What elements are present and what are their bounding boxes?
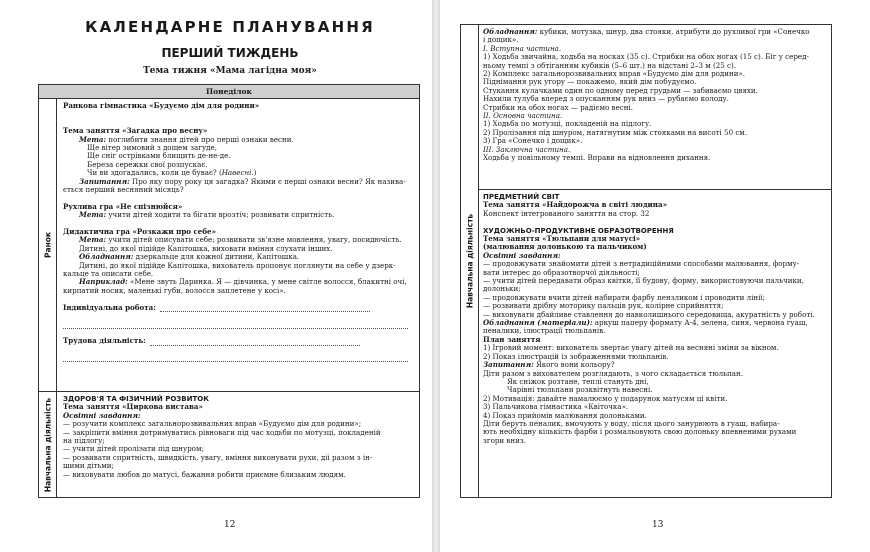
section-heading: ЗДОРОВ'Я ТА ФІЗИЧНИЙ РОЗВИТОК <box>63 395 209 403</box>
game-title: Рухлива гра «Не спізнюйся» <box>63 201 183 211</box>
section-nd-cell <box>461 25 479 497</box>
plan-line: 2) Показ ілюстрацій із зображеннями тюльпанів. <box>483 351 669 361</box>
step-line: 2) Проліэання під шнуром, натягнутим між стояками на висоті 50 см. <box>483 127 748 137</box>
equipment: Обладнання: дзеркальце для кожної дитини, Капітошка. <box>79 252 300 262</box>
step-line: Нахили тулуба вперед з опусканням рук вниз — рубаємо колоду. <box>483 94 729 104</box>
lessons-content <box>483 193 829 445</box>
part-heading: ІІІ. Заключна частина. <box>483 144 571 154</box>
poem-line: Чи ви здогадались, коли це буває? (Навесні.) <box>87 168 257 178</box>
poem-line: Береза сережки свої розпускає. <box>87 159 208 169</box>
lesson-goal: Мета: поглибити знання дітей про перші ознаки весни. <box>79 134 294 144</box>
row-divider <box>39 391 419 392</box>
part-heading: ІІ. Основна частина. <box>483 111 563 121</box>
section-ranok-label: Ранок <box>43 231 52 258</box>
task-line: — продовжувати вчити дітей набирати фарбу пензликом і проводити лінії; <box>483 292 766 302</box>
task-line: — учити дітей передавати образ квітки, її будову, форму, використовуючи пальчики, <box>483 276 804 286</box>
section-ranok-cell <box>39 98 57 391</box>
fill-in-line <box>150 339 360 346</box>
game-goal: Мета: учити дітей ходити та бігати врозтіч; розвивати спритність. <box>79 210 335 220</box>
task-line: шими дітьми; <box>63 461 114 471</box>
questions: Запитання: Про яку пору року ця загадка? Якими є перші ознаки весни? Як назива- <box>79 176 406 186</box>
task-line: — розвивати дрібну моторику пальців рук, колірне сприйняття; <box>483 301 724 311</box>
step-line: Стрибки на обох ногах — радіємо весні. <box>483 102 633 112</box>
part-heading: І. Вступна частина. <box>483 43 562 53</box>
book-spine <box>432 0 440 552</box>
tasks-label: Освітні завдання: <box>63 410 141 420</box>
poem-line: Ще вітер зимовий з дощем загуде, <box>87 143 217 152</box>
page-number: 13 <box>652 520 664 530</box>
day-header: Понеділок <box>39 85 419 99</box>
didactic-goal-cont: Дитині, до якої підійде Капітошка, виховати вміння слухати інших. <box>79 243 333 253</box>
task-line: вати інтерес до образотворчої діяльності; <box>483 267 640 277</box>
task-line: — продовжувати знайомити дітей з нетрадиційними способами малювання, форму- <box>483 259 800 269</box>
didactic-title: Дидактична гра «Розкажи про себе» <box>63 227 217 237</box>
task-line: — виховувати любов до матусі, бажання робити приємне близьким людям. <box>63 469 346 479</box>
section-nd-cell <box>39 392 57 497</box>
lesson-title: Тема заняття «Циркова вистава» <box>63 402 203 412</box>
gymnastics-title: Ранкова гімнастика «Будуємо дім для родини» <box>63 101 260 110</box>
step-line: 1) Ходьба по мотузці, покладеній на підлогу. <box>483 119 652 129</box>
main-title: КАЛЕНДАРНЕ ПЛАНУВАННЯ <box>85 18 375 36</box>
didactic-goal: Мета: учити дітей описувати себе; розвивати зв'язне мовлення, увагу, посидючість. <box>79 235 402 245</box>
lesson-title: Тема заняття «Найдорожча в світі людина» <box>483 200 668 210</box>
plan-line: 4) Показ прийомів малювання долоньками. <box>483 410 647 420</box>
poem-line: Чарівні тюльпани розквітнуть навесні. <box>507 385 653 395</box>
step-line: Стукання кулачками один по одному перед грудьми — забиваємо цвяхи. <box>483 85 758 95</box>
left-page <box>0 0 432 552</box>
materials-cont: пеналики, ілюстрації тюльпанів. <box>483 326 606 336</box>
schedule-table-left <box>38 84 420 498</box>
section-heading: ХУДОЖНЬО-ПРОДУКТИВНЕ ОБРАЗОТВОРЕННЯ <box>483 226 674 235</box>
example-cont: кирпатий носик, маленькі губи, волосся заплетене у косі». <box>63 285 286 295</box>
equipment-cont: і дощик». <box>483 35 519 45</box>
page-number: 12 <box>224 520 236 530</box>
nd-content <box>63 395 415 479</box>
fill-in-line <box>160 305 370 312</box>
lesson-subtitle: (малювання долонькою та пальчиком) <box>483 242 647 252</box>
labor-row: Трудова діяльність: <box>63 337 415 345</box>
section-nd-label: Навчальна діяльність <box>465 213 474 309</box>
week-title: ПЕРШИЙ ТИЖДЕНЬ <box>161 46 299 60</box>
plan-line: ють необхідну кількість фарби і розмальовують свою долоньку впевненими рухами <box>483 427 797 437</box>
step-line: Піднімання рук угору — покажемо, який дім побудуємо. <box>483 77 697 87</box>
theme-title: Тема тижня «Мама лагідна моя» <box>143 66 317 76</box>
example: Наприклад: «Мене звуть Даринка. Я — дівчинка, у мене світле волосся, блакитні очі, <box>79 277 407 287</box>
plan-line: 1) Ігровий момент: вихователь звертає увагу дітей на весняні зміни за вікном. <box>483 343 779 353</box>
lesson-note: Конспект інтегрованого заняття на стор. 32 <box>483 208 650 218</box>
step-line: 1) Ходьба звичайна, ходьба на носках (35 с). Стрибки на обох ногах (15 с). Біг у серед- <box>483 52 809 62</box>
lesson-title: Тема заняття «Загадка про весну» <box>63 126 208 136</box>
task-line: — учити дітей проліэати під шнуром; <box>63 444 204 454</box>
task-line: долоньки; <box>483 284 521 294</box>
poem-line: Як сніжок розтане, теплі стануть дні, <box>507 376 649 386</box>
task-line: — розучити комплекс загальнорозвивальних вправ «Будуємо дім для родини»; <box>63 419 362 429</box>
row-divider <box>479 189 831 190</box>
task-line: — розвивати спритність, швидкість, увагу, вміння виконувати рухи, діі разом з ін- <box>63 452 373 462</box>
task-line: — закріпити вміння дотримуватись рівноваги під час ходьби по мотузці, покладеній <box>63 427 381 437</box>
course-text: Дитині, до якої підійде Капітошка, вихователь пропонує поглянути на себе у дзерк- <box>79 260 396 270</box>
materials: Обладнання (матеріали): аркуш паперу формату А-4, зелена, синя, червона гуаш, <box>483 318 808 328</box>
plan-line: 3) Пальчикова гімнастика «Квіточка». <box>483 402 629 412</box>
plan-line: 2) Мотивація: давайте намалюємо у подарунок матусям ці квіти. <box>483 393 728 403</box>
lesson-title: Тема заняття «Тюльпани для матусі» <box>483 234 641 244</box>
tasks-label: Освітні завдання: <box>483 250 561 260</box>
fill-in-line <box>63 322 408 329</box>
section-heading: ПРЕДМЕТНИЙ СВІТ <box>483 193 560 201</box>
task-line: — виховувати дбайливе ставлення до навколишнього середовища, акуратність у роботі. <box>483 309 815 319</box>
section-nd-label: Навчальна діяльність <box>43 397 52 492</box>
step-line: 3) Гра «Сонечко і дощик». <box>483 136 583 146</box>
fill-in-line <box>63 355 408 362</box>
individual-work-row: Індивідуальна робота: <box>63 304 415 312</box>
plan-line: згори вниз. <box>483 435 526 445</box>
question: Запитання: Якого вони кольору? <box>483 360 615 370</box>
plan-heading: План заняття <box>483 334 541 344</box>
questions-cont: ється перший весняний місяць? <box>63 185 184 195</box>
pe-lesson-content <box>483 28 829 163</box>
plan-line: Діти беруть пеналик, вмочують у воду, після цього занурюють в гуаш, набира- <box>483 418 780 428</box>
step-line: Ходьба у повільному темпі. Вправи на відновлення дихання. <box>483 153 711 163</box>
task-line: на підлогу; <box>63 436 105 446</box>
equipment: Обладнання: кубики, мотузка, шнур, два стояки, атрибути до рухливої гри «Сонечко <box>483 27 810 36</box>
poem-line: Ще сніг острівками блищить де-не-де. <box>87 151 231 161</box>
step-line: 2) Комплекс загальнорозвивальних вправ «Будуємо дім для родини». <box>483 69 746 79</box>
right-page <box>440 0 870 552</box>
plan-line: Діти разом з вихователем розглядають, з чого складається тюльпан. <box>483 368 743 378</box>
ranok-content <box>63 102 415 362</box>
course-text-cont: кальце та описати себе. <box>63 269 154 279</box>
step-line: ньому темпі з обтіганням кубиків (5–6 шт.) на відстані 2–3 м (25 с). <box>483 60 737 70</box>
schedule-table-right <box>460 24 832 498</box>
